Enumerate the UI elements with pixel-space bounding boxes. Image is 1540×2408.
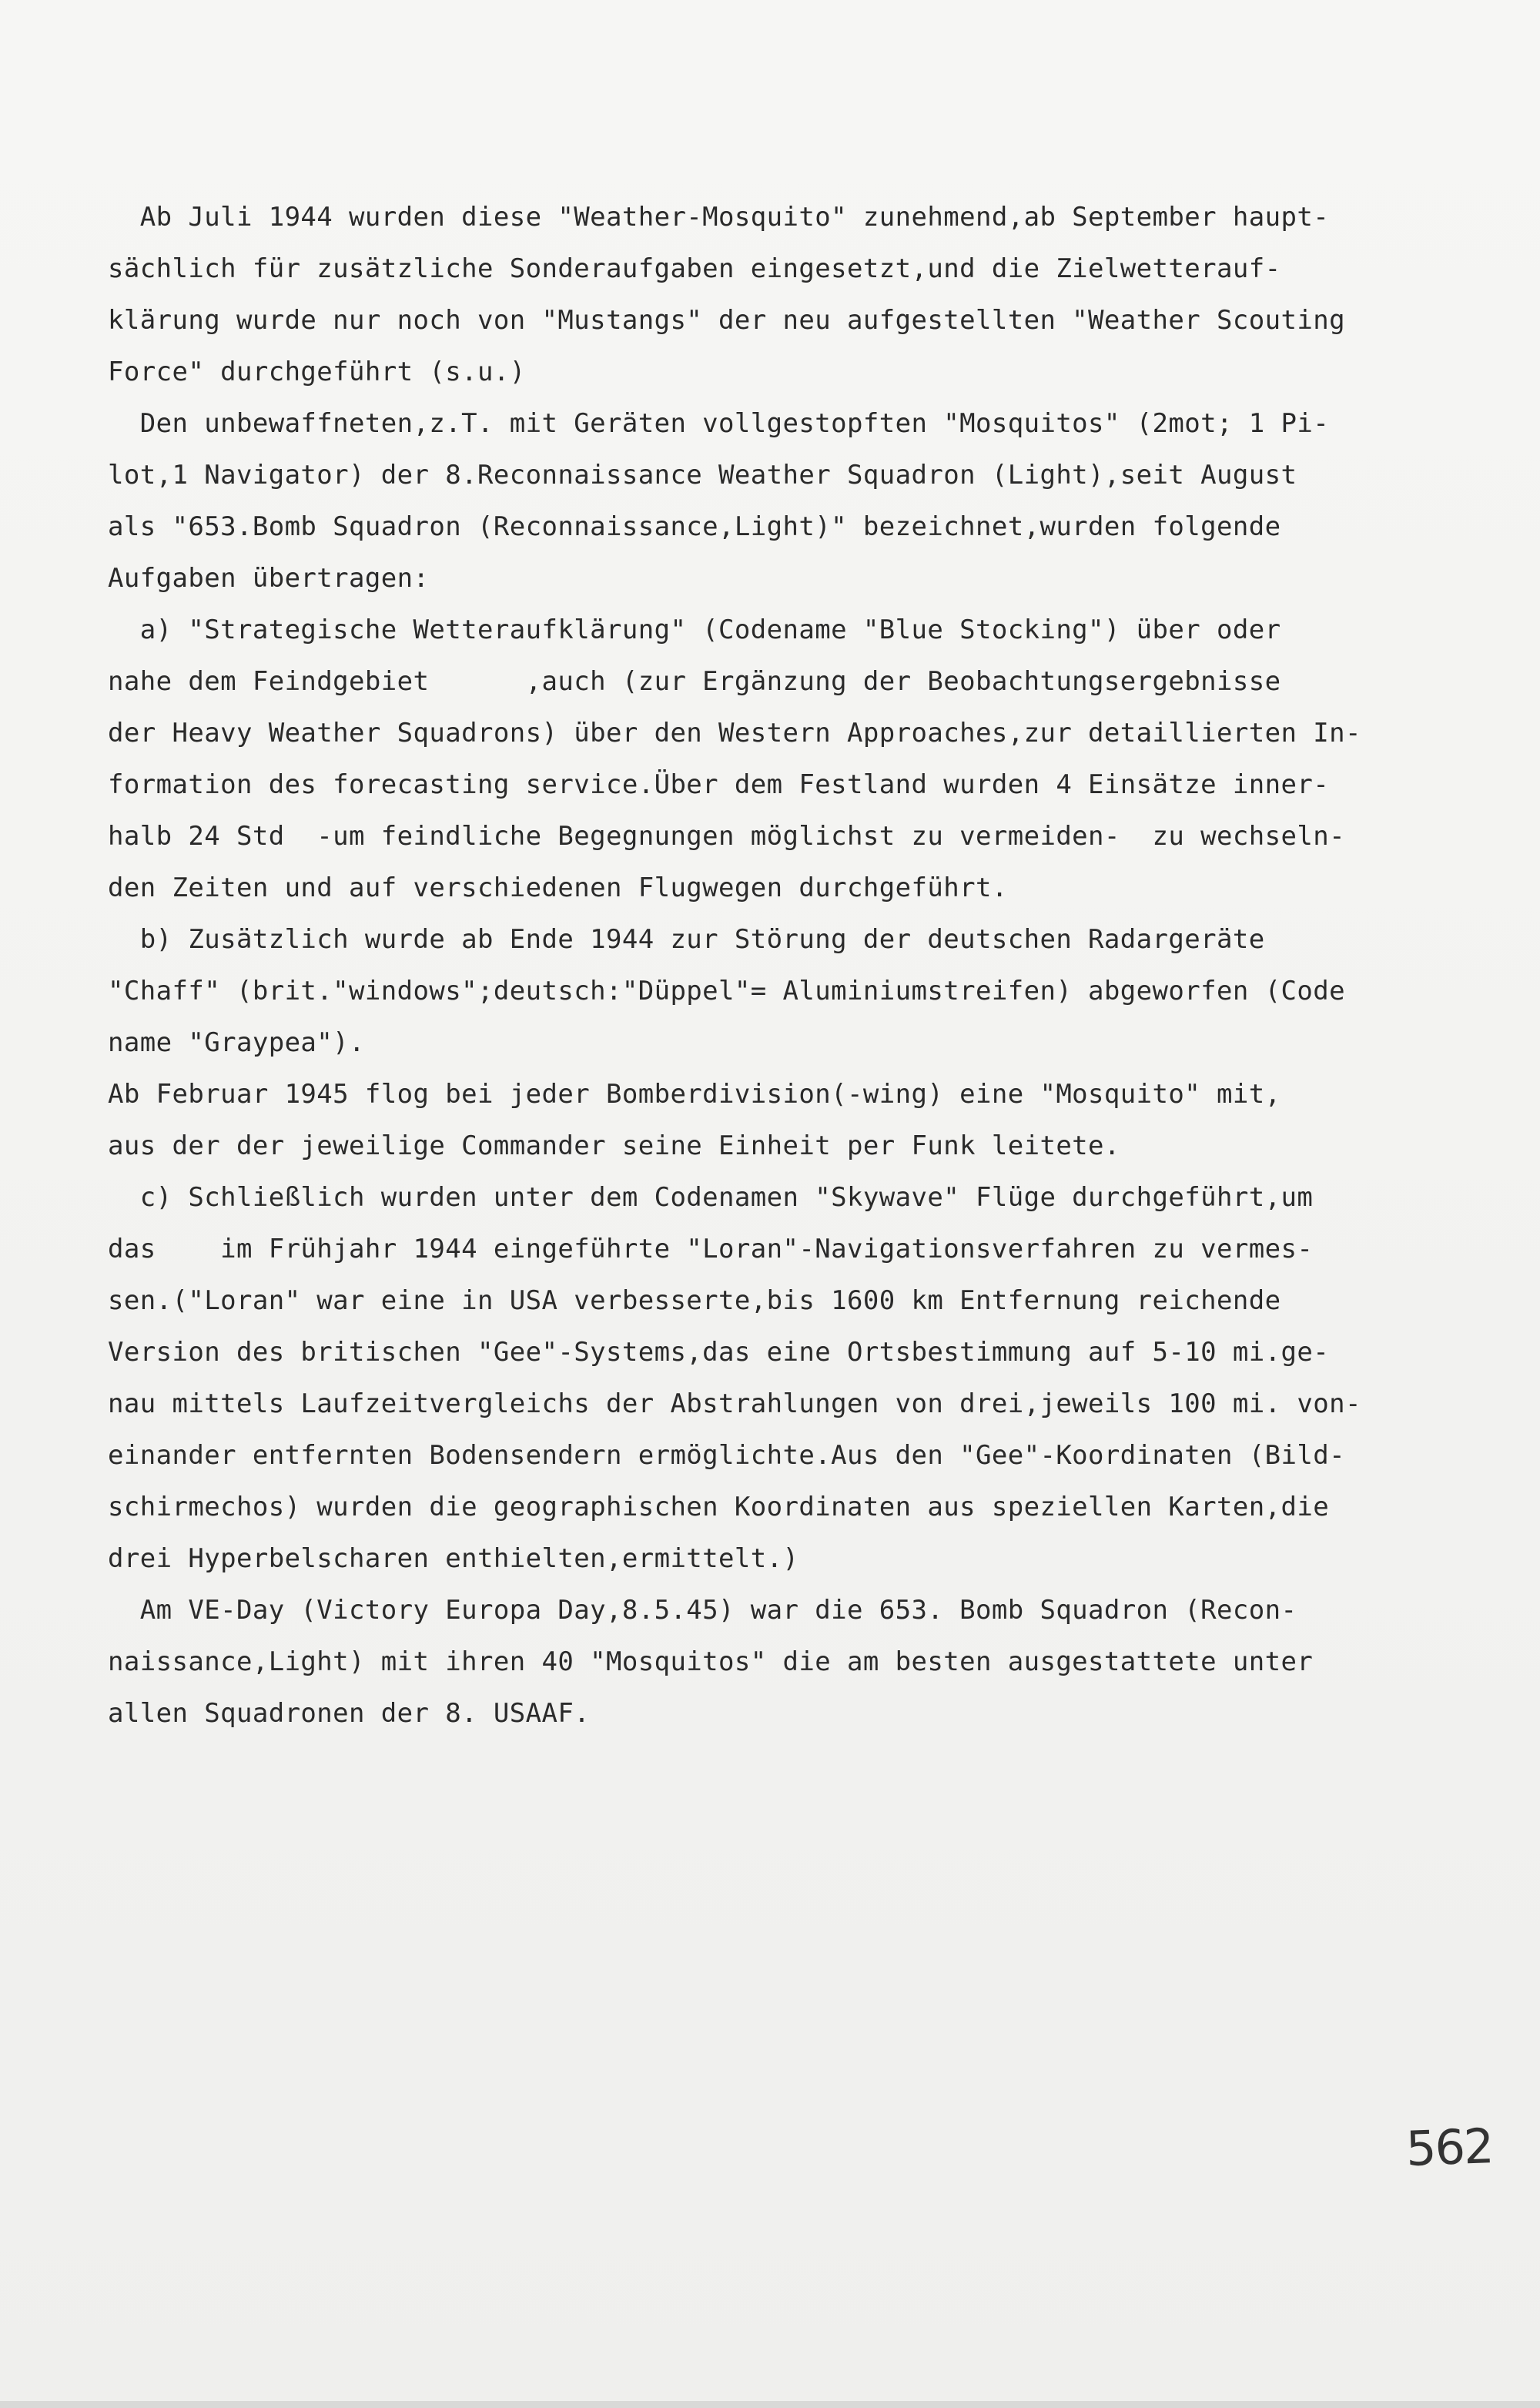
text-line: Den unbewaffneten,z.T. mit Geräten vollgestopften "Mosquitos" (2mot; 1 Pi- xyxy=(108,408,1330,439)
text-line: den Zeiten und auf verschiedenen Flugwegen durchgeführt. xyxy=(108,872,1008,903)
text-line: Am VE-Day (Victory Europa Day,8.5.45) war die 653. Bomb Squadron (Recon- xyxy=(108,1595,1297,1626)
text-line: b) Zusätzlich wurde ab Ende 1944 zur Störung der deutschen Radargeräte xyxy=(108,924,1265,955)
text-line: Ab Juli 1944 wurden diese "Weather-Mosquito" zunehmend,ab September haupt- xyxy=(108,202,1330,233)
text-line: klärung wurde nur noch von "Mustangs" der neu aufgestellten "Weather Scouting xyxy=(108,305,1345,336)
text-line: a) "Strategische Wetteraufklärung" (Codename "Blue Stocking") über oder xyxy=(108,615,1281,645)
text-line: allen Squadronen der 8. USAAF. xyxy=(108,1698,591,1729)
text-line: schirmechos) wurden die geographischen Koordinaten aus speziellen Karten,die xyxy=(108,1492,1330,1522)
text-line: Aufgaben übertragen: xyxy=(108,563,430,594)
text-line: Force" durchgeführt (s.u.) xyxy=(108,357,526,387)
text-line: Version des britischen "Gee"-Systems,das eine Ortsbestimmung auf 5-10 mi.ge- xyxy=(108,1337,1330,1368)
text-line: einander entfernten Bodensendern ermöglichte.Aus den "Gee"-Koordinaten (Bild- xyxy=(108,1440,1345,1471)
scan-bottom-edge xyxy=(0,2401,1540,2408)
text-line: das im Frühjahr 1944 eingeführte "Loran"-Navigationsverfahren zu vermes- xyxy=(108,1234,1314,1264)
text-line: name "Graypea"). xyxy=(108,1027,365,1058)
text-line: naissance,Light) mit ihren 40 "Mosquitos" die am besten ausgestattete unter xyxy=(108,1646,1314,1677)
text-line: der Heavy Weather Squadrons) über den Western Approaches,zur detaillierten In- xyxy=(108,718,1361,749)
text-line: "Chaff" (brit."windows";deutsch:"Düppel"= Aluminiumstreifen) abgeworfen (Code xyxy=(108,976,1345,1006)
text-line: drei Hyperbelscharen enthielten,ermittelt.) xyxy=(108,1543,799,1574)
text-line: sächlich für zusätzliche Sonderaufgaben eingesetzt,und die Zielwetterauf- xyxy=(108,253,1281,284)
text-line: Ab Februar 1945 flog bei jeder Bomberdivision(-wing) eine "Mosquito" mit, xyxy=(108,1079,1281,1110)
text-line: aus der der jeweilige Commander seine Einheit per Funk leitete. xyxy=(108,1130,1120,1161)
text-line: halb 24 Std -um feindliche Begegnungen möglichst zu vermeiden- zu wechseln- xyxy=(108,821,1345,852)
text-line: nau mittels Laufzeitvergleichs der Abstrahlungen von drei,jeweils 100 mi. von- xyxy=(108,1388,1361,1419)
page-number: 562 xyxy=(1404,2118,1494,2177)
text-line: lot,1 Navigator) der 8.Reconnaissance Weather Squadron (Light),seit August xyxy=(108,460,1297,491)
text-line: formation des forecasting service.Über dem Festland wurden 4 Einsätze inner- xyxy=(108,769,1330,800)
text-line: c) Schließlich wurden unter dem Codenamen "Skywave" Flüge durchgeführt,um xyxy=(108,1182,1314,1213)
text-line: nahe dem Feindgebiet ,auch (zur Ergänzung der Beobachtungsergebnisse xyxy=(108,666,1281,697)
text-line: sen.("Loran" war eine in USA verbesserte,bis 1600 km Entfernung reichende xyxy=(108,1285,1281,1316)
text-line: als "653.Bomb Squadron (Reconnaissance,Light)" bezeichnet,wurden folgende xyxy=(108,511,1281,542)
